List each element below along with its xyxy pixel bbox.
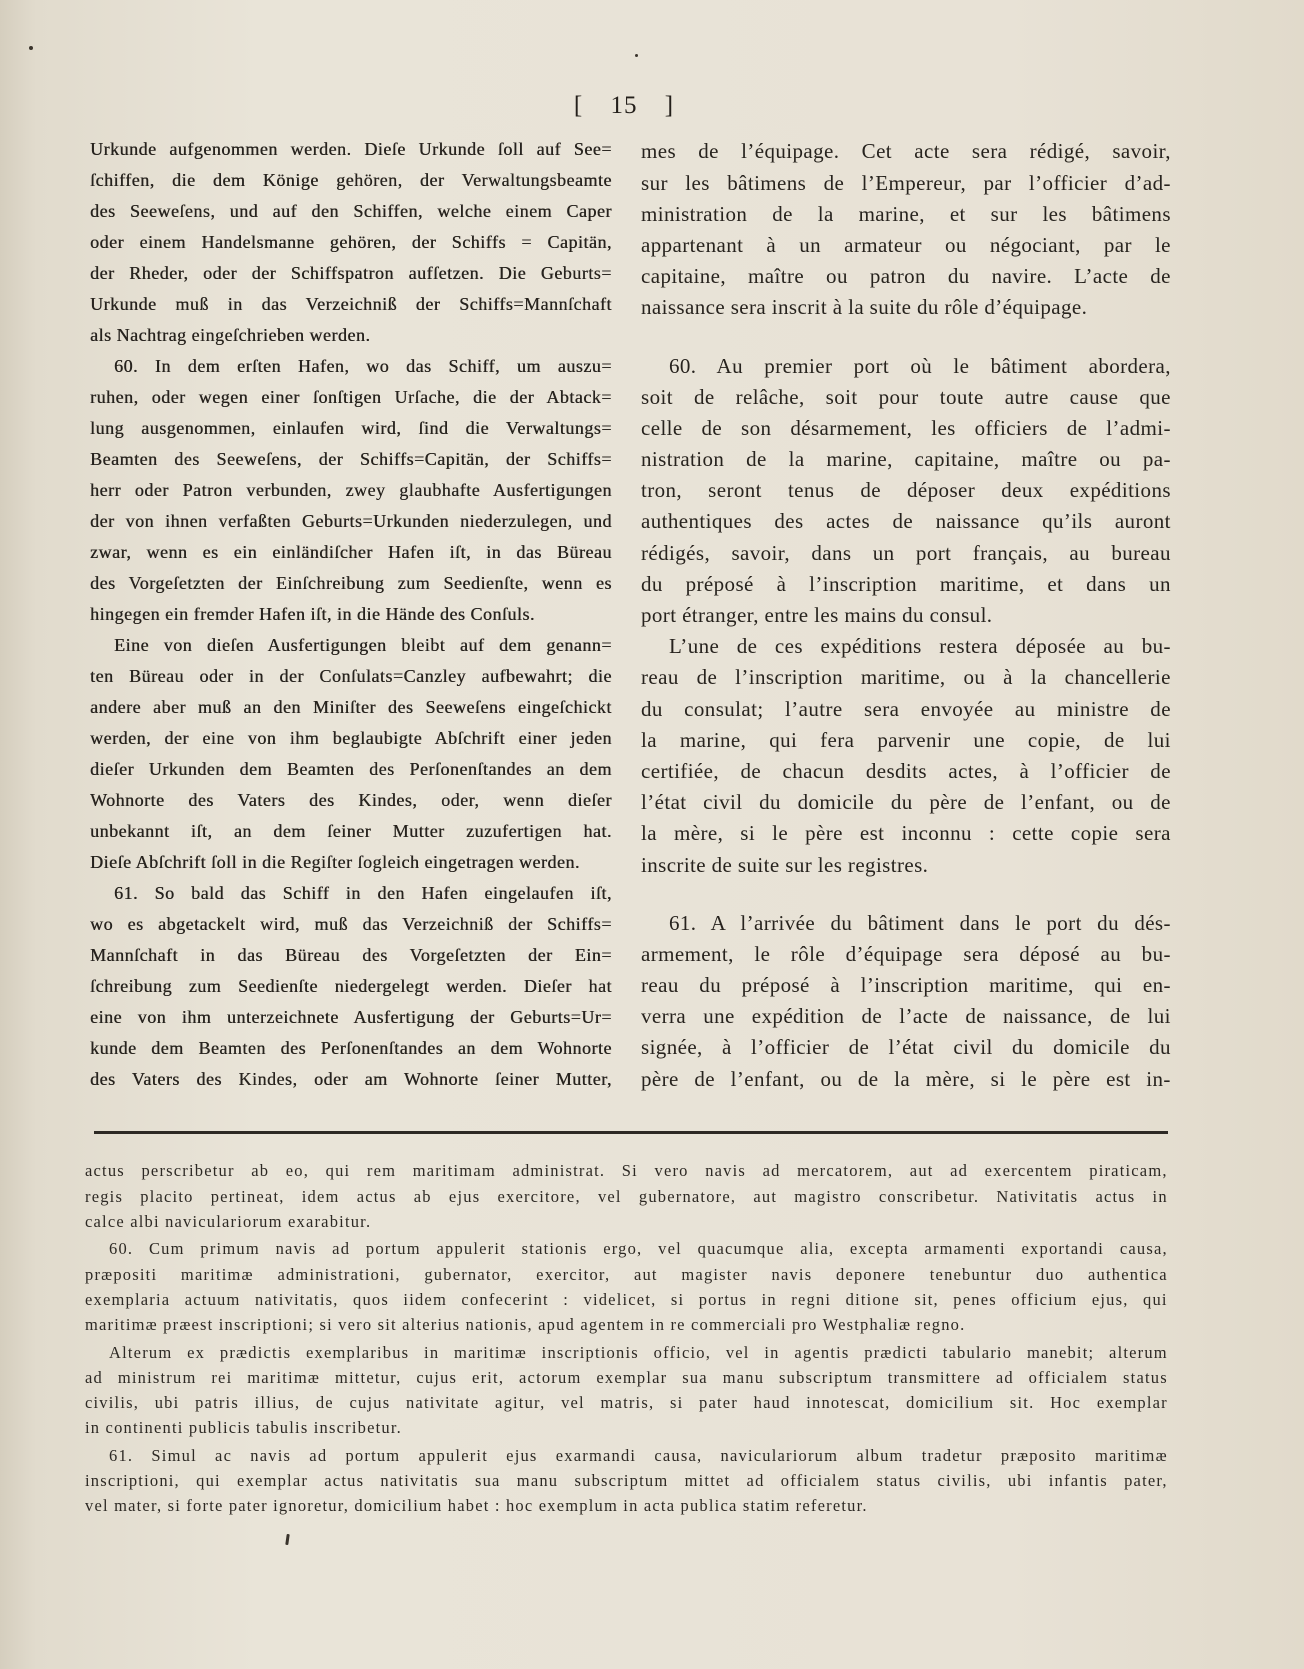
french-line: tron, seront tenus de déposer deux expéditions xyxy=(641,478,1171,503)
german-line: zwar, wenn es ein einländiſcher Hafen iſt, in das Büreau xyxy=(90,541,612,562)
german-column xyxy=(90,134,612,1095)
french-line: la marine, qui fera parvenir une copie, de lui xyxy=(641,727,1171,752)
latin-line: inscriptioni, qui exemplar actus nativitatis sua manu subscriptum mittet ad officialem status civilis, ubi infantis pater, xyxy=(85,1471,1168,1491)
latin-line: maritimæ præest inscriptioni; si vero sit alterius nationis, apud agentem in re commerciali pro Westphaliæ regno. xyxy=(85,1315,966,1335)
latin-line: præpositi maritimæ administrationi, gubernator, exercitor, aut magister navis deponere tenebuntur duo authentica xyxy=(85,1264,1168,1284)
latin-line: ad ministrum rei maritimæ mittetur, cujus erit, actorum exemplar sua manu subscriptum transmittere ad officialem status xyxy=(85,1367,1168,1387)
german-line: Urkunde muß in das Verzeichniß der Schiffs=Mannſchaft xyxy=(90,293,612,314)
german-line: Wohnorte des Vaters des Kindes, oder, wenn dieſer xyxy=(90,789,612,810)
ink-mark xyxy=(285,1534,290,1545)
french-line: l’état civil du domicile du père de l’enfant, ou de xyxy=(641,790,1171,815)
french-line: 61. A l’arrivée du bâtiment dans le port du dés- xyxy=(669,910,1171,935)
german-line: als Nachtrag eingeſchrieben werden. xyxy=(90,324,371,345)
french-line: 60. Au premier port où le bâtiment abordera, xyxy=(669,353,1171,378)
german-line: herr oder Patron verbunden, zwey glaubhafte Ausfertigungen xyxy=(90,479,612,500)
french-line: reau de l’inscription maritime, ou à la chancellerie xyxy=(641,665,1171,690)
french-line: la mère, si le père est inconnu : cette copie sera xyxy=(641,821,1171,846)
german-line: ſchiffen, die dem Könige gehören, der Verwaltungsbeamte xyxy=(90,169,612,190)
german-line: unbekannt iſt, an dem ſeiner Mutter zuzufertigen hat. xyxy=(90,820,612,841)
german-line: der von ihnen verfaßten Geburts=Urkunden niederzulegen, und xyxy=(90,510,612,531)
french-line: ministration de la marine, et sur les bâtimens xyxy=(641,201,1171,226)
german-line: Dieſe Abſchrift ſoll in die Regiſter ſogleich eingetragen werden. xyxy=(90,851,580,872)
french-line: authentiques des actes de naissance qu’ils auront xyxy=(641,509,1171,534)
german-line: hingegen ein fremder Hafen iſt, in die Hände des Conſuls. xyxy=(90,603,535,624)
french-line: verra une expédition de l’acte de naissance, de lui xyxy=(641,1004,1171,1029)
latin-footnotes xyxy=(85,1158,1168,1518)
french-line: du préposé à l’inscription maritime, et dans un xyxy=(641,571,1171,596)
german-line: des Vaters des Kindes, oder am Wohnorte ſeiner Mutter, xyxy=(90,1068,612,1089)
french-line: appartenant à un armateur ou négociant, par le xyxy=(641,232,1171,257)
latin-line: exemplaria actuum nativitatis, quos iidem confecerint : videlicet, si portus in regni ditione sit, penes officium ejus, qui xyxy=(85,1289,1168,1309)
french-line: rédigés, savoir, dans un port français, au bureau xyxy=(641,540,1171,565)
french-line: père de l’enfant, ou de la mère, si le père est in- xyxy=(641,1066,1171,1091)
german-line: ſchreibung zum Seedienſte niedergelegt werden. Dieſer hat xyxy=(90,975,612,996)
german-line: eine von ihm unterzeichnete Ausfertigung der Geburts=Ur= xyxy=(90,1006,612,1027)
french-line: L’une de ces expéditions restera déposée au bu- xyxy=(669,634,1171,659)
ink-speck xyxy=(29,46,33,50)
french-line: certifiée, de chacun desdits actes, à l’officier de xyxy=(641,758,1171,783)
french-column xyxy=(641,136,1171,1094)
german-line: ruhen, oder wegen einer ſonſtigen Urſache, die der Abtack= xyxy=(90,386,612,407)
german-line: 61. So bald das Schiff in den Hafen eingelaufen iſt, xyxy=(114,882,612,903)
german-line: Eine von dieſen Ausfertigungen bleibt auf dem genann= xyxy=(114,634,612,655)
french-line: port étranger, entre les mains du consul. xyxy=(641,603,993,628)
latin-line: Alterum ex prædictis exemplaribus in maritimæ inscriptionis officio, vel in agentis prædicti tabulario manebit; alterum xyxy=(109,1342,1168,1362)
latin-line: in continenti publicis tabulis inscribetur. xyxy=(85,1418,402,1438)
french-line: signée, à l’officier de l’état civil du domicile du xyxy=(641,1035,1171,1060)
german-line: dieſer Urkunden dem Beamten des Perſonenſtandes an dem xyxy=(90,758,612,779)
french-line: inscrite de suite sur les registres. xyxy=(641,852,929,877)
latin-line: 61. Simul ac navis ad portum appulerit ejus exarmandi causa, naviculariorum album tradetur præposito maritimæ xyxy=(109,1445,1168,1465)
german-line: werden, der eine von ihm beglaubigte Abſchrift einer jeden xyxy=(90,727,612,748)
french-line: sur les bâtimens de l’Empereur, par l’officier d’ad- xyxy=(641,170,1171,195)
german-line: ten Büreau oder in der Conſulats=Canzley aufbewahrt; die xyxy=(90,665,612,686)
latin-line: calce albi naviculariorum exarabitur. xyxy=(85,1211,372,1231)
french-line: mes de l’équipage. Cet acte sera rédigé, savoir, xyxy=(641,139,1171,164)
french-line: nistration de la marine, capitaine, maître ou pa- xyxy=(641,447,1171,472)
latin-line: regis placito pertineat, idem actus ab ejus exercitore, vel gubernatore, aut magistro conscribetur. Nativitatis actus in xyxy=(85,1186,1168,1206)
german-line: kunde dem Beamten des Perſonenſtandes an dem Wohnorte xyxy=(90,1037,612,1058)
german-line: wo es abgetackelt wird, muß das Verzeichniß der Schiffs= xyxy=(90,913,612,934)
german-line: Urkunde aufgenommen werden. Dieſe Urkunde ſoll auf See= xyxy=(90,138,612,159)
latin-line: civilis, ubi patris illius, de cujus nativitate agitur, vel matris, si pater haud innotescat, domicilium sit. Hoc exemplar xyxy=(85,1393,1168,1413)
latin-line: actus perscribetur ab eo, qui rem maritimam administrat. Si vero navis ad mercatorem, aut ad exercentem piraticam, xyxy=(85,1161,1168,1181)
german-line: 60. In dem erſten Hafen, wo das Schiff, um auszu= xyxy=(114,355,612,376)
german-line: des Seeweſens, und auf den Schiffen, welche einem Caper xyxy=(90,200,612,221)
german-line: der Rheder, oder der Schiffspatron aufſetzen. Die Geburts= xyxy=(90,262,612,283)
footnote-rule xyxy=(94,1131,1168,1134)
german-line: oder einem Handelsmanne gehören, der Schiffs = Capitän, xyxy=(90,231,612,252)
french-line: soit de relâche, soit pour toute autre cause que xyxy=(641,384,1171,409)
german-line: lung ausgenommen, einlaufen wird, ſind die Verwaltungs= xyxy=(90,417,612,438)
german-line: Mannſchaft in das Büreau des Vorgeſetzten der Ein= xyxy=(90,944,612,965)
french-line: du consulat; l’autre sera envoyée au ministre de xyxy=(641,696,1171,721)
french-line: capitaine, maître ou patron du navire. L’acte de xyxy=(641,264,1171,289)
german-line: des Vorgeſetzten der Einſchreibung zum Seedienſte, wenn es xyxy=(90,572,612,593)
french-line: armement, le rôle d’équipage sera déposé au bu- xyxy=(641,941,1171,966)
latin-line: 60. Cum primum navis ad portum appulerit stationis ergo, vel quacumque alia, excepta armamenti exportandi causa, xyxy=(109,1239,1168,1259)
french-line: reau du préposé à l’inscription maritime, qui en- xyxy=(641,973,1171,998)
ink-speck xyxy=(635,54,638,57)
french-line: naissance sera inscrit à la suite du rôle d’équipage. xyxy=(641,295,1088,320)
french-line: celle de son désarmement, les officiers de l’admi- xyxy=(641,415,1171,440)
page-number: [ 15 ] xyxy=(573,92,675,119)
latin-line: vel mater, si forte pater ignoretur, domicilium habet : hoc exemplum in acta publica statim referetur. xyxy=(85,1496,868,1516)
german-line: andere aber muß an den Miniſter des Seeweſens eingeſchickt xyxy=(90,696,612,717)
german-line: Beamten des Seeweſens, der Schiffs=Capitän, der Schiffs= xyxy=(90,448,612,469)
